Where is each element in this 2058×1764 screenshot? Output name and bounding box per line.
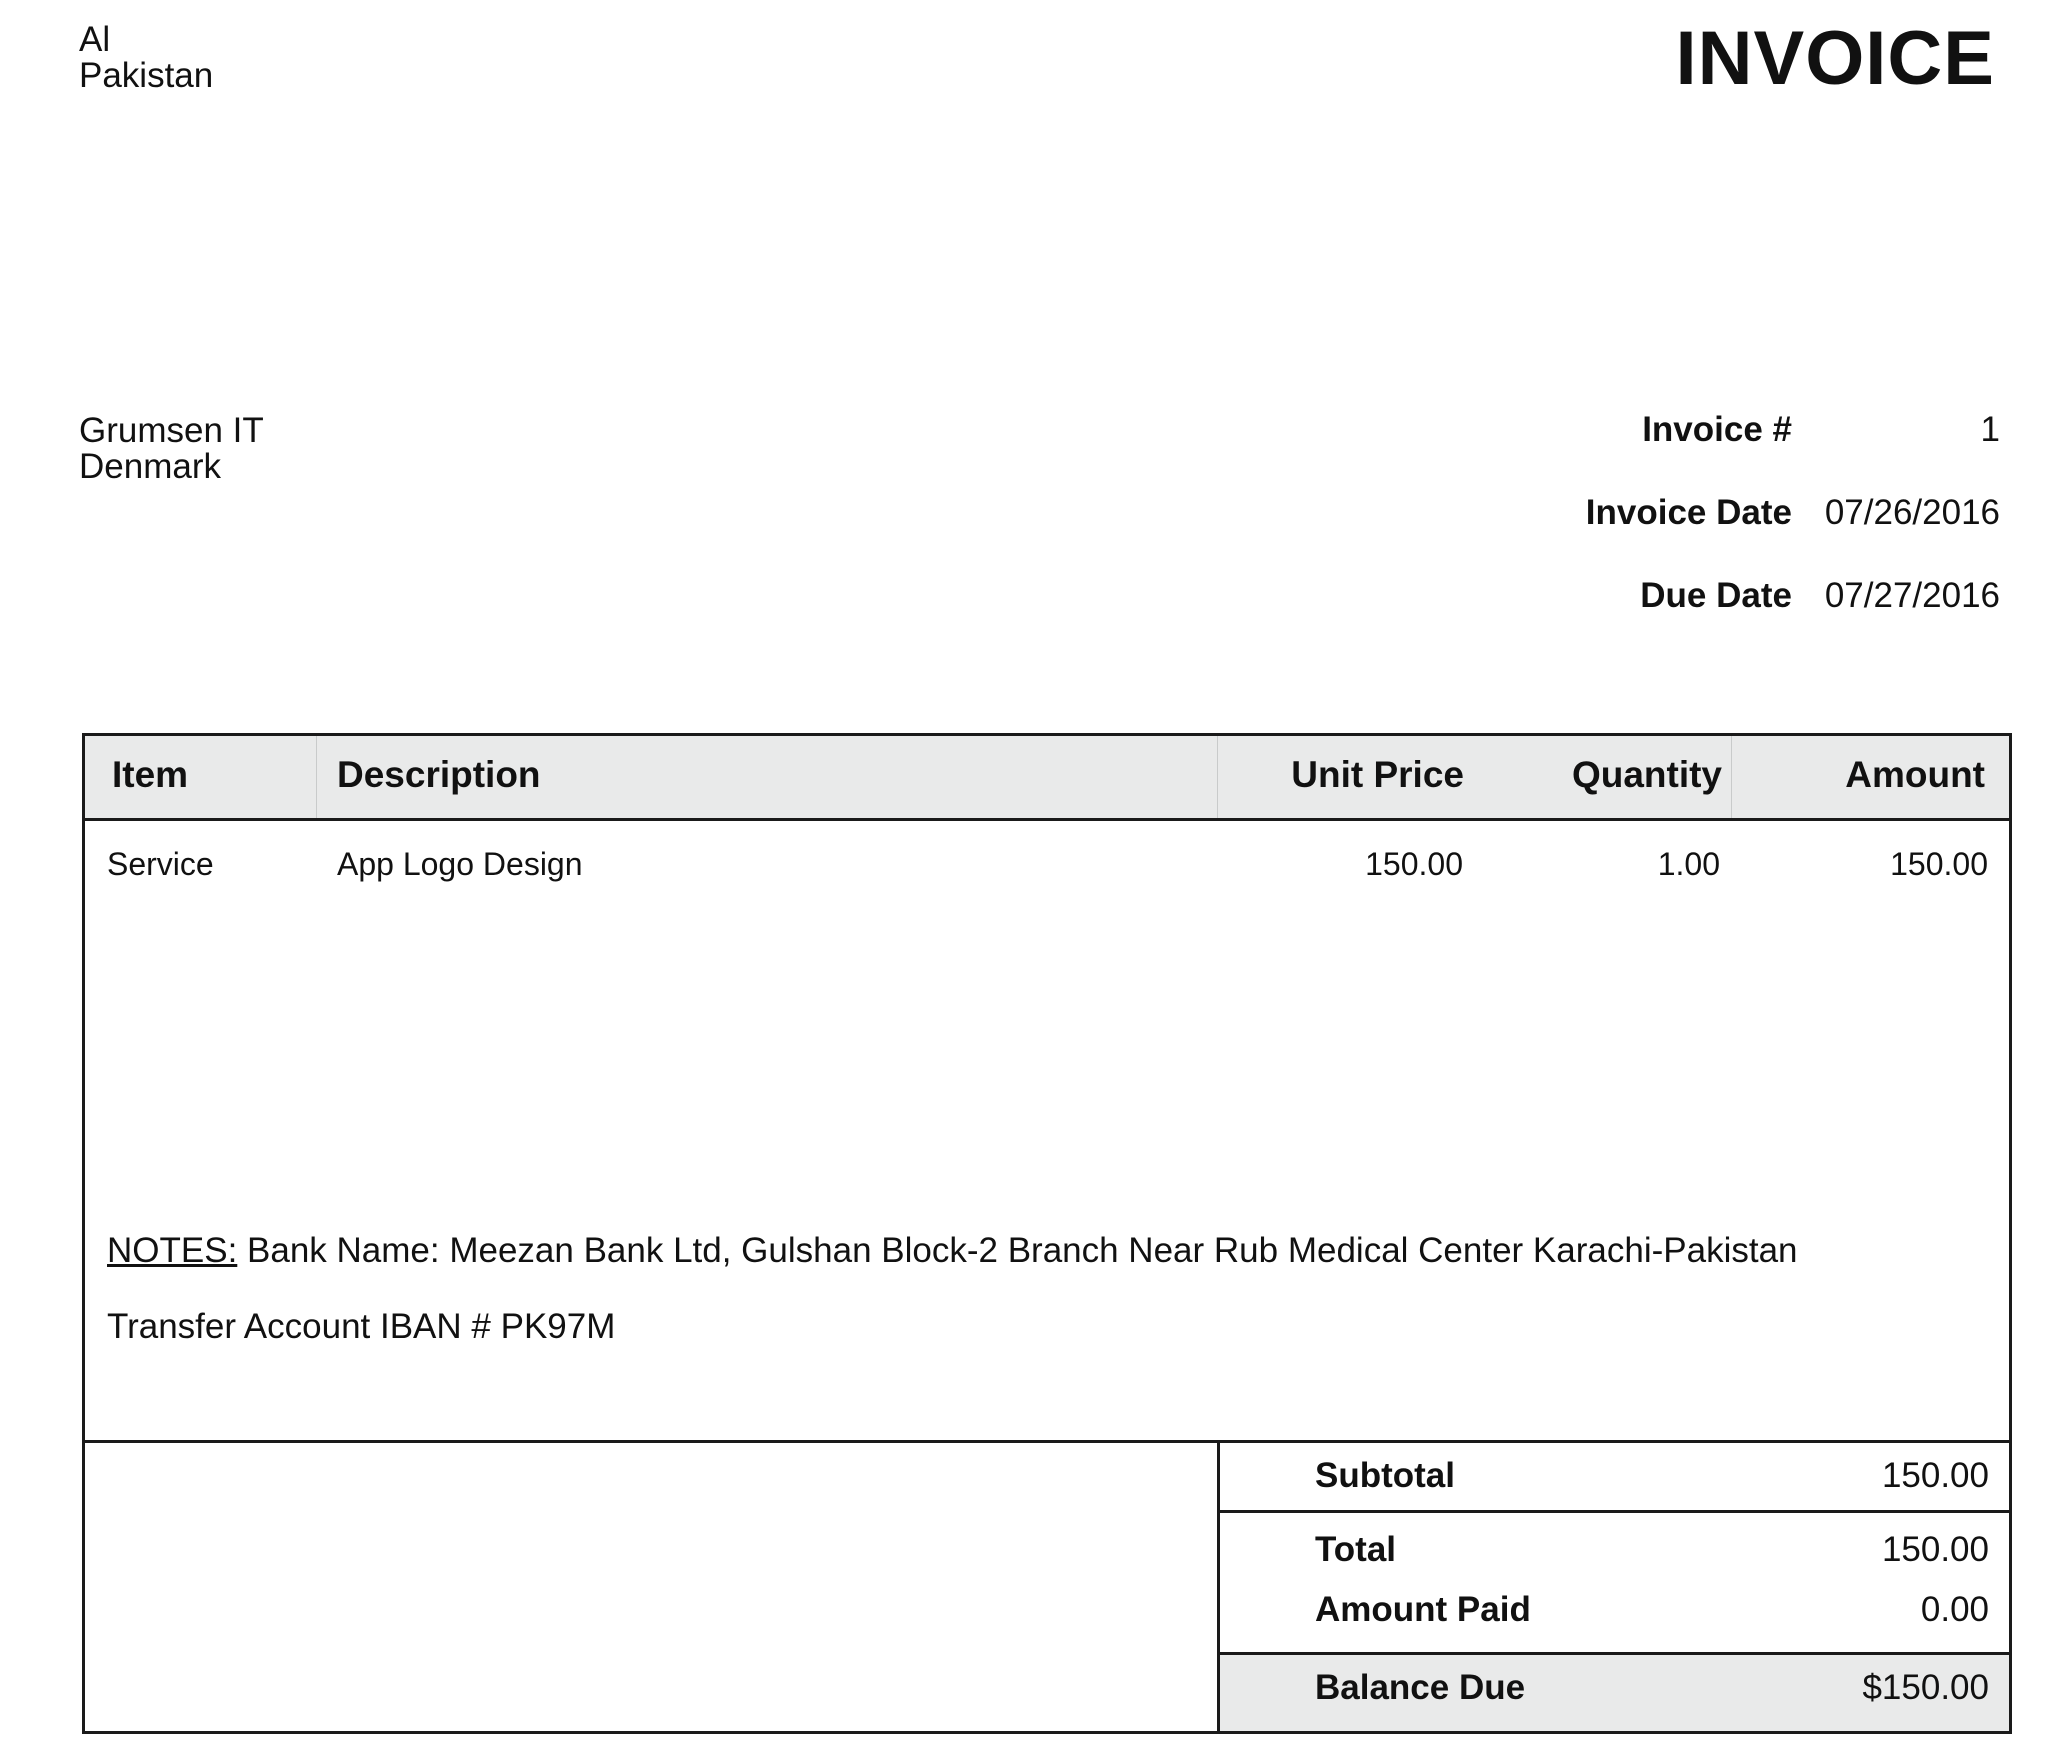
totals-separator [1220,1652,2009,1655]
row-amount: 150.00 [1890,846,1988,882]
client-name: Grumsen IT [79,411,264,450]
invoice-date-value: 07/26/2016 [1824,493,2000,532]
totals-separator [1220,1510,2009,1513]
table-header [85,736,2009,821]
row-item: Service [107,846,214,882]
header-amount: Amount [1845,754,1985,795]
notes-label: NOTES: [107,1231,238,1270]
balance-due-value: $150.00 [1862,1668,1989,1707]
notes-line-1 [107,1231,1798,1271]
invoice-date-row [1480,493,2000,576]
client-country: Denmark [79,447,221,486]
client-address [79,413,264,485]
subtotal-label: Subtotal [1315,1456,1455,1495]
sender-country: Pakistan [79,56,214,95]
document-title: INVOICE [1675,16,1995,101]
amount-paid-value: 0.00 [1920,1590,1989,1629]
row-description: App Logo Design [337,846,583,882]
subtotal-value: 150.00 [1881,1456,1989,1495]
row-quantity: 1.00 [1657,846,1720,882]
header-quantity: Quantity [1571,754,1722,795]
invoice-meta [1480,410,2000,659]
column-divider [316,736,317,818]
totals-box [1217,1440,2009,1731]
due-date-row [1480,576,2000,659]
column-divider [1731,736,1732,818]
notes-bank-details: Bank Name: Meezan Bank Ltd, Gulshan Block-2 Branch Near Rub Medical Center Karachi-Pakistan [237,1231,1798,1270]
invoice-number-row [1480,410,2000,493]
sender-address [79,22,213,94]
due-date-label: Due Date [1640,576,1792,615]
header-description: Description [337,754,541,795]
invoice-date-label: Invoice Date [1585,493,1792,532]
invoice-number-label: Invoice # [1642,410,1792,449]
column-divider [1217,736,1218,818]
total-label: Total [1315,1530,1397,1569]
line-items-table [82,733,2012,1734]
due-date-value: 07/27/2016 [1824,576,2000,615]
balance-due-label: Balance Due [1315,1668,1526,1707]
header-item: Item [112,754,189,795]
amount-paid-label: Amount Paid [1315,1590,1531,1629]
notes-iban: Transfer Account IBAN # PK97M [107,1307,616,1346]
notes [107,1231,1798,1347]
header-unit-price: Unit Price [1291,754,1464,795]
row-unit-price: 150.00 [1365,846,1463,882]
invoice-number-value: 1 [1980,410,2000,449]
total-value: 150.00 [1881,1530,1989,1569]
sender-name: Al [79,20,111,59]
